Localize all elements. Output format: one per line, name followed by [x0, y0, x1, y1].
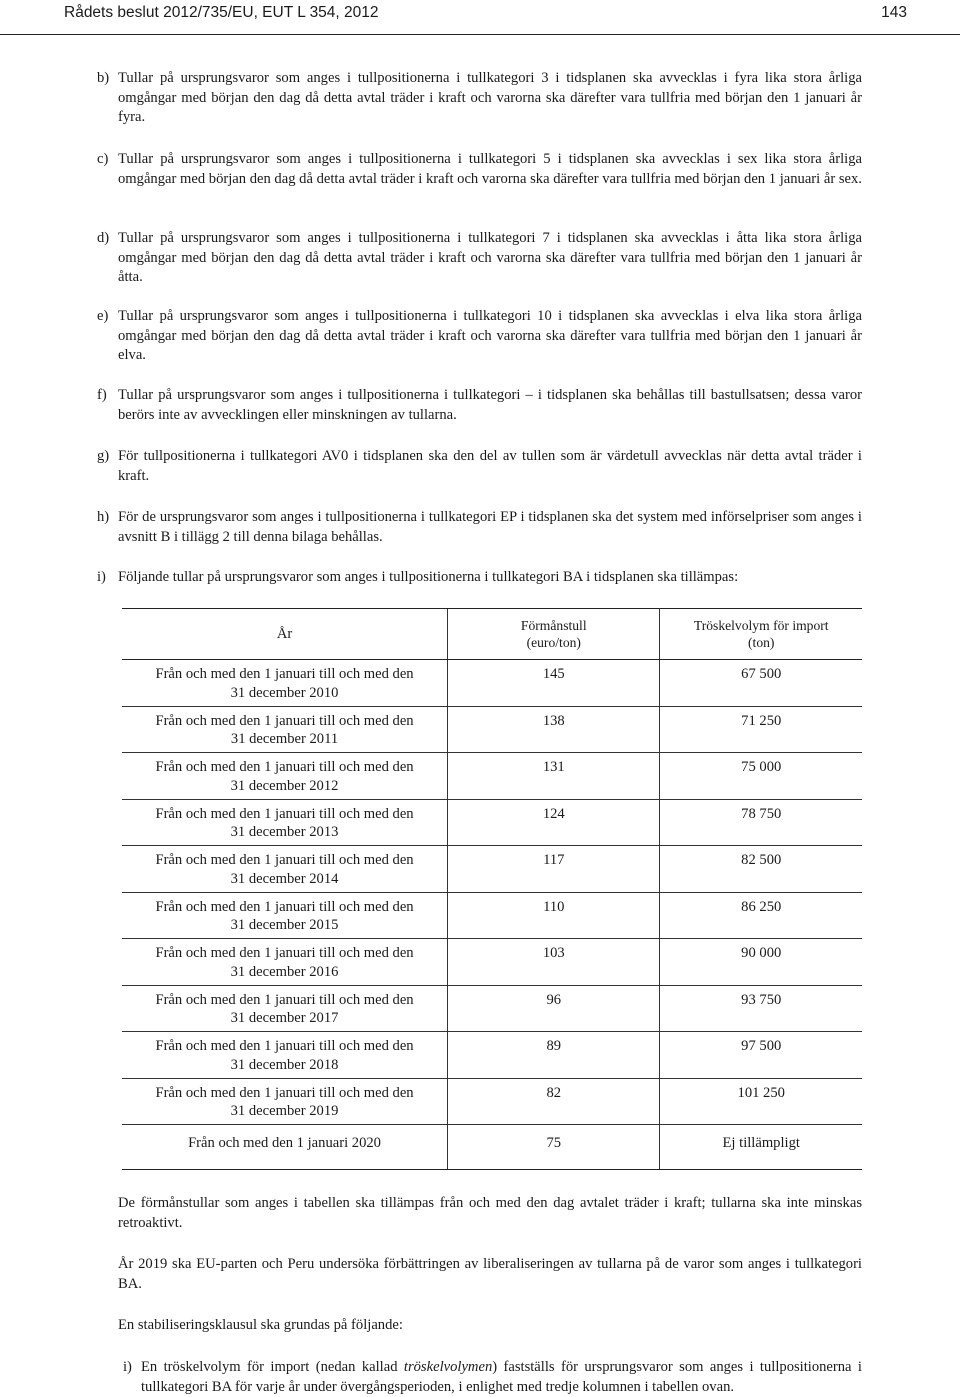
page-number: 143 — [881, 4, 907, 21]
cell-period — [122, 1032, 448, 1079]
cell-period — [122, 1078, 448, 1125]
list-item-label: b) — [97, 70, 110, 86]
header-preferential-tariff — [448, 609, 660, 660]
period-line: 31 december 2012 — [230, 777, 339, 794]
running-header — [0, 0, 960, 35]
list-item-label: c) — [97, 151, 109, 167]
cell-tariff: 89 — [448, 1032, 660, 1079]
list-item-b — [97, 69, 862, 128]
period-line: 31 december 2013 — [230, 824, 339, 840]
header-threshold-volume — [660, 609, 862, 660]
table-header-row — [122, 609, 862, 660]
period-line: 31 december 2015 — [230, 917, 339, 933]
table-row — [122, 706, 862, 753]
list-item-label: i) — [97, 569, 106, 585]
cell-period — [122, 939, 448, 986]
list-item-h — [97, 508, 862, 547]
cell-volume: 67 500 — [660, 660, 862, 707]
list-item-c — [97, 150, 862, 189]
header-line: Förmånstull — [520, 618, 587, 633]
table-row — [122, 1078, 862, 1125]
period-line: 31 december 2011 — [230, 731, 339, 747]
list-item-label: g) — [97, 448, 110, 464]
period-line: Från och med den 1 januari till och med den — [155, 945, 414, 961]
list-item-text: För de ursprungsvaror som anges i tullpositionerna i tullkategori EP i tidsplanen ska det system med införselpriser som anges i avsnitt B i tillägg 2 till denna bilaga behållas. — [118, 509, 862, 545]
period-line: Från och med den 1 januari till och med den — [155, 666, 414, 682]
table-row — [122, 939, 862, 986]
list-item-text: Tullar på ursprungsvaror som anges i tullpositionerna i tullkategori – i tidsplanen ska behållas till bastullsatsen; dessa varor berörs inte av avvecklingen eller minskningen av tullarna. — [118, 387, 862, 423]
period-line: Från och med den 1 januari till och med den — [155, 712, 414, 729]
period-line: Från och med den 1 januari till och med den — [155, 759, 414, 775]
period-line: 31 december 2017 — [230, 1010, 339, 1026]
cell-tariff: 82 — [448, 1078, 660, 1125]
cell-tariff: 117 — [448, 846, 660, 893]
list-item-e — [97, 307, 862, 366]
cell-tariff: 145 — [448, 660, 660, 707]
journal-reference: Rådets beslut 2012/735/EU, EUT L 354, 2012 — [64, 4, 379, 21]
period-line: 31 december 2010 — [230, 684, 339, 701]
body-paragraph: År 2019 ska EU-parten och Peru undersöka förbättringen av liberaliseringen av tullarna på de varor som anges i tullkategori BA. — [118, 1256, 862, 1292]
period-line: 31 december 2019 — [230, 1103, 339, 1119]
body-paragraph: En stabiliseringsklausul ska grundas på följande: — [118, 1317, 403, 1333]
cell-volume: 97 500 — [660, 1032, 862, 1079]
list-item-text: Följande tullar på ursprungsvaror som anges i tullpositionerna i tullkategori BA i tidsplanen ska tillämpas: — [118, 569, 739, 585]
period-line: Från och med den 1 januari till och med den — [155, 1084, 414, 1101]
period-line: Från och med den 1 januari till och med den — [155, 898, 414, 915]
tariff-schedule-table — [122, 608, 862, 1170]
period-line: Från och med den 1 januari till och med den — [155, 991, 414, 1008]
header-line: Tröskelvolym för import — [693, 618, 829, 633]
list-item-f — [97, 386, 862, 425]
list-item-label: d) — [97, 230, 110, 246]
list-item-text — [141, 1358, 862, 1397]
list-item-text: Tullar på ursprungsvaror som anges i tullpositionerna i tullkategori 3 i tidsplanen ska avvecklas i fyra lika stora årliga omgångar med början den dag då detta avtal träder i kraft och varorna ska därefter vara tullfria med början den 1 januari år fyra. — [118, 70, 862, 125]
list-item-label: f) — [97, 387, 107, 403]
cell-volume: 75 000 — [660, 753, 862, 800]
cell-volume: 86 250 — [660, 892, 862, 939]
cell-tariff: 96 — [448, 985, 660, 1032]
cell-tariff: 103 — [448, 939, 660, 986]
table-row — [122, 892, 862, 939]
list-item-text: För tullpositionerna i tullkategori AV0 i tidsplanen ska den del av tullen som är värdetull avvecklas när detta avtal träder i kraft. — [118, 448, 862, 484]
cell-volume: 101 250 — [660, 1078, 862, 1125]
cell-period — [122, 892, 448, 939]
cell-tariff: 75 — [448, 1125, 660, 1170]
period-line: 31 december 2014 — [230, 870, 339, 887]
list-item-label: i) — [123, 1359, 132, 1375]
header-line: (ton) — [748, 635, 775, 650]
cell-period — [122, 660, 448, 707]
table-row — [122, 846, 862, 893]
cell-period — [122, 1125, 448, 1170]
list-item-label: e) — [97, 308, 109, 324]
period-line: 31 december 2016 — [230, 963, 339, 980]
list-item-g — [97, 447, 862, 486]
cell-volume: 78 750 — [660, 799, 862, 846]
period-line: Från och med den 1 januari till och med den — [155, 852, 414, 868]
table-row — [122, 660, 862, 707]
cell-tariff: 110 — [448, 892, 660, 939]
list-item-i — [97, 568, 862, 588]
cell-volume: Ej tillämpligt — [660, 1125, 862, 1170]
cell-period — [122, 846, 448, 893]
header-year: År — [122, 609, 448, 660]
header-line: (euro/ton) — [526, 635, 581, 650]
list-item-text: Tullar på ursprungsvaror som anges i tullpositionerna i tullkategori 7 i tidsplanen ska avvecklas i åtta lika stora årliga omgångar med början den dag då detta avtal träder i kraft och varorna ska därefter vara tullfria med början den 1 januari år åtta. — [118, 230, 862, 285]
cell-period — [122, 799, 448, 846]
list-item-text: Tullar på ursprungsvaror som anges i tullpositionerna i tullkategori 5 i tidsplanen ska avvecklas i sex lika stora årliga omgångar med början den dag då detta avtal träder i kraft och varorna ska därefter vara tullfria med början den 1 januari år sex. — [118, 151, 862, 187]
cell-tariff: 138 — [448, 706, 660, 753]
table-row — [122, 753, 862, 800]
body-paragraph: De förmånstullar som anges i tabellen ska tillämpas från och med den dag avtalet träder i kraft; tullarna ska inte minskas retroaktivt. — [118, 1195, 862, 1231]
cell-period — [122, 753, 448, 800]
table-row — [122, 1032, 862, 1079]
table-row — [122, 799, 862, 846]
stabilisation-item-i — [123, 1358, 862, 1397]
period-line: Från och med den 1 januari 2020 — [188, 1135, 381, 1151]
period-line: Från och med den 1 januari till och med den — [155, 805, 414, 822]
cell-period — [122, 985, 448, 1032]
period-line: 31 december 2018 — [230, 1056, 339, 1073]
cell-period — [122, 706, 448, 753]
list-item-text: Tullar på ursprungsvaror som anges i tullpositionerna i tullkategori 10 i tidsplanen ska avvecklas i elva lika stora årliga omgångar med början den dag då detta avtal träder i kraft och varorna ska därefter vara tullfria med början den 1 januari år elva. — [118, 308, 862, 363]
text-run: En tröskelvolym för import (nedan kallad — [141, 1359, 404, 1375]
list-item-d — [97, 229, 862, 288]
period-line: Från och med den 1 januari till och med den — [155, 1038, 414, 1054]
table-row — [122, 985, 862, 1032]
cell-volume: 71 250 — [660, 706, 862, 753]
list-item-label: h) — [97, 509, 110, 525]
italic-term: tröskelvolymen — [403, 1359, 493, 1375]
text-run: ) fastställs för ursprungsvaror som anges i tullpositionerna i tullkategori BA för varje år under övergångsperioden, i enlighet med tredje kolumnen i tabellen ovan. — [141, 1359, 862, 1395]
cell-volume: 93 750 — [660, 985, 862, 1032]
cell-volume: 90 000 — [660, 939, 862, 986]
cell-tariff: 131 — [448, 753, 660, 800]
cell-volume: 82 500 — [660, 846, 862, 893]
table-row — [122, 1125, 862, 1170]
cell-tariff: 124 — [448, 799, 660, 846]
